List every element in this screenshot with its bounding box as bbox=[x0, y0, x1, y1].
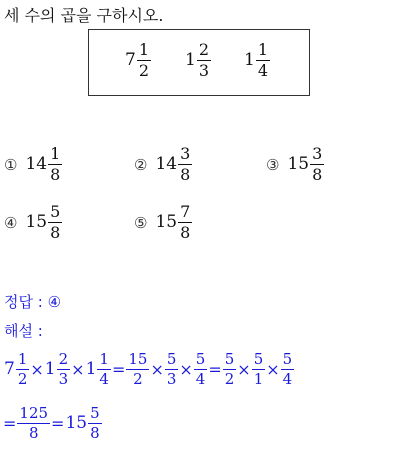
question-text: 세 수의 곱을 구하시오. bbox=[4, 6, 164, 25]
whole-part: 1 bbox=[85, 359, 97, 379]
denominator: 4 bbox=[282, 370, 293, 388]
denominator: 2 bbox=[224, 370, 235, 388]
given-number-2: 1 $\frac{2}{3}$ bbox=[185, 40, 210, 80]
operator: = bbox=[51, 414, 65, 433]
operator: = bbox=[111, 360, 126, 379]
operator: = bbox=[208, 360, 222, 379]
fraction bbox=[194, 352, 208, 387]
fraction bbox=[165, 352, 179, 387]
choice-3[interactable]: ③ 15 $\frac{3}{8}$ bbox=[266, 144, 323, 184]
denominator: 8 bbox=[90, 424, 100, 442]
choice-2[interactable]: ② 14 $\frac{3}{8}$ bbox=[134, 144, 191, 184]
operator: × bbox=[266, 360, 280, 379]
denominator: 8 bbox=[28, 424, 39, 442]
choice-5[interactable]: ⑤ 15 $\frac{7}{8}$ bbox=[134, 202, 191, 242]
denominator: 4 bbox=[99, 370, 109, 388]
operator: × bbox=[150, 360, 164, 379]
solution-line-2 bbox=[2, 406, 102, 441]
numerator: 125 bbox=[19, 404, 49, 422]
numerator: 1 bbox=[17, 350, 28, 368]
operator: × bbox=[30, 360, 44, 379]
numerator: 5 bbox=[166, 350, 177, 368]
whole-part: 7 bbox=[4, 359, 15, 379]
fraction bbox=[281, 352, 295, 387]
fraction bbox=[252, 352, 266, 387]
whole-part: 15 bbox=[65, 413, 88, 433]
numerator: 15 bbox=[128, 350, 148, 368]
explanation-label: 해설 : bbox=[4, 322, 43, 340]
numerator: 5 bbox=[282, 350, 293, 368]
numerator: 5 bbox=[195, 350, 206, 368]
fraction bbox=[223, 352, 237, 387]
mixed-number bbox=[45, 352, 70, 387]
denominator: 2 bbox=[133, 370, 143, 388]
denominator: 3 bbox=[58, 370, 69, 388]
denominator: 3 bbox=[166, 370, 177, 388]
answer-label: 정답 : ④ bbox=[4, 293, 62, 311]
numerator: 5 bbox=[253, 350, 264, 368]
given-number-1: 7 $\frac{1}{2}$ bbox=[125, 40, 150, 80]
operator: × bbox=[237, 360, 251, 379]
numerator: 5 bbox=[90, 404, 100, 422]
operator: = bbox=[3, 414, 17, 433]
mixed-number bbox=[4, 352, 29, 387]
solution-line-1 bbox=[4, 352, 294, 387]
fraction bbox=[17, 406, 50, 441]
operator: × bbox=[179, 360, 193, 379]
mixed-number bbox=[86, 352, 111, 387]
numerator: 2 bbox=[58, 350, 69, 368]
numerator: 1 bbox=[99, 350, 109, 368]
numerator: 5 bbox=[224, 350, 235, 368]
fraction bbox=[126, 352, 149, 387]
whole-part: 1 bbox=[44, 359, 56, 379]
denominator: 4 bbox=[195, 370, 206, 388]
given-number-3: 1 $\frac{1}{4}$ bbox=[244, 40, 269, 80]
choice-1[interactable]: ① 14 $\frac{1}{8}$ bbox=[4, 144, 61, 184]
denominator: 1 bbox=[253, 370, 264, 388]
operator: × bbox=[71, 360, 85, 379]
mixed-number bbox=[65, 406, 101, 441]
choice-4[interactable]: ④ 15 $\frac{5}{8}$ bbox=[4, 202, 61, 242]
denominator: 2 bbox=[17, 370, 28, 388]
